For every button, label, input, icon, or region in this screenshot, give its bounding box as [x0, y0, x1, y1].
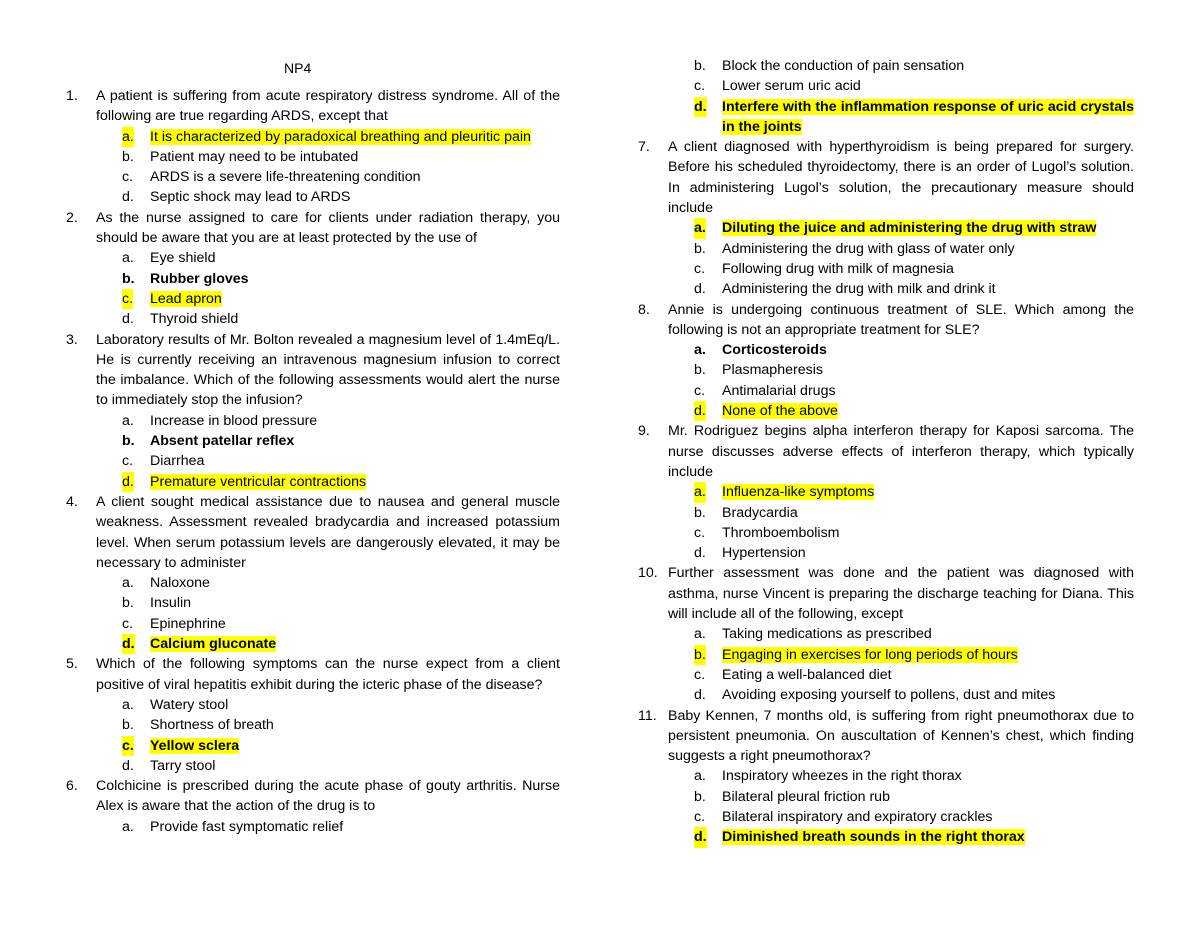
- option-text: Thromboembolism: [722, 524, 840, 541]
- option-text: Inspiratory wheezes in the right thorax: [722, 768, 962, 785]
- question-number: 2.: [66, 209, 78, 226]
- answer-option: [66, 289, 560, 309]
- option-text: Plasmapheresis: [722, 362, 823, 379]
- option-letter: b.: [122, 595, 134, 612]
- question-block: [638, 563, 1134, 705]
- answer-option: [638, 340, 1134, 360]
- option-text: Lower serum uric acid: [722, 78, 861, 95]
- option-text: ARDS is a severe life-threatening condition: [150, 169, 421, 186]
- option-letter: a.: [694, 342, 706, 359]
- answer-options: [66, 695, 560, 776]
- answer-option: [66, 187, 560, 207]
- answer-option: [638, 97, 1134, 138]
- option-text: Administering the drug with glass of water only: [722, 240, 1015, 257]
- option-letter: b.: [694, 788, 706, 805]
- highlighted-answer-text: Diluting the juice and administering the drug with straw: [722, 220, 1097, 237]
- question-text: Baby Kennen, 7 months old, is suffering from right pneumothorax due to persistent pneumonia. On auscultation of Kennen’s chest, which finding suggests a right pneumothorax?: [668, 707, 1134, 765]
- answer-options: [638, 766, 1134, 847]
- answer-option: [638, 807, 1134, 827]
- highlighted-answer-text: Lead apron: [150, 290, 222, 307]
- question-block: [66, 492, 560, 654]
- question-text: As the nurse assigned to care for clients under radiation therapy, you should be aware that you are at least protected by the use of: [96, 209, 560, 247]
- option-text: Administering the drug with milk and drink it: [722, 281, 996, 298]
- option-letter: c.: [694, 808, 706, 825]
- option-text: Increase in blood pressure: [150, 412, 318, 429]
- option-letter: d.: [694, 827, 707, 847]
- answer-option: [66, 472, 560, 492]
- answer-options: [638, 482, 1134, 563]
- option-text: Diarrhea: [150, 453, 205, 470]
- question-number: 3.: [66, 331, 78, 348]
- answer-option: [66, 573, 560, 593]
- answer-option: [638, 665, 1134, 685]
- option-letter: c.: [122, 289, 133, 309]
- highlighted-answer-text: Yellow sclera: [150, 737, 240, 754]
- answer-option: [638, 685, 1134, 705]
- answer-option: [66, 451, 560, 471]
- answer-option: [66, 127, 560, 147]
- answer-option: [638, 218, 1134, 238]
- answer-options: [638, 218, 1134, 299]
- option-letter: a.: [122, 696, 134, 713]
- question-block: [66, 86, 560, 208]
- answer-option: [638, 360, 1134, 380]
- highlighted-answer-text: Calcium gluconate: [150, 636, 277, 653]
- option-letter: b.: [122, 717, 134, 734]
- continued-options: [638, 56, 1134, 137]
- option-letter: a.: [694, 768, 706, 785]
- question-number: 10.: [638, 565, 658, 582]
- question-block: [66, 654, 560, 776]
- answer-option: [638, 56, 1134, 76]
- option-text: Antimalarial drugs: [722, 382, 836, 399]
- highlighted-answer-text: Engaging in exercises for long periods of hours: [722, 646, 1018, 663]
- option-text: Avoiding exposing yourself to pollens, dust and mites: [722, 687, 1056, 704]
- answer-option: [66, 269, 560, 289]
- answer-option: [638, 766, 1134, 786]
- answer-option: [66, 248, 560, 268]
- answer-options: [638, 340, 1134, 421]
- option-text: Shortness of breath: [150, 717, 274, 734]
- question-block: [638, 137, 1134, 299]
- option-letter: d.: [122, 757, 134, 774]
- option-text: Block the conduction of pain sensation: [722, 58, 965, 74]
- question-text: Laboratory results of Mr. Bolton revealed a magnesium level of 1.4mEq/L. He is currently receiving an intravenous magnesium infusion to correct the imbalance. Which of the following assessments would alert the nurse to immediately stop the infusion?: [96, 331, 560, 409]
- answer-option: [638, 543, 1134, 563]
- highlighted-answer-text: None of the above: [722, 403, 838, 420]
- answer-option: [66, 634, 560, 654]
- answer-option: [66, 309, 560, 329]
- option-letter: b.: [694, 240, 706, 257]
- option-letter: d.: [694, 281, 706, 298]
- option-text: Taking medications as prescribed: [722, 626, 932, 643]
- question-number: 4.: [66, 493, 78, 510]
- answer-option: [66, 147, 560, 167]
- answer-options: [66, 127, 560, 208]
- answer-option: [66, 695, 560, 715]
- option-letter: d.: [694, 545, 706, 562]
- question-text: Further assessment was done and the patient was diagnosed with asthma, nurse Vincent is preparing the discharge teaching for Diana. This will include all of the following, except: [668, 565, 1134, 623]
- option-letter: c.: [694, 260, 706, 277]
- question-number: 1.: [66, 88, 78, 104]
- option-letter: a.: [122, 127, 134, 147]
- option-text: Eye shield: [150, 250, 216, 267]
- option-text: Hypertension: [722, 545, 806, 562]
- option-text: Insulin: [150, 595, 192, 612]
- option-letter: c.: [694, 666, 706, 683]
- answer-option: [638, 279, 1134, 299]
- answer-option: [66, 411, 560, 431]
- option-letter: c.: [122, 169, 134, 186]
- question-number: 5.: [66, 656, 78, 673]
- option-letter: d.: [122, 472, 134, 492]
- question-number: 8.: [638, 301, 650, 318]
- option-text: Tarry stool: [150, 757, 216, 774]
- question-block: [66, 208, 560, 330]
- option-text: Eating a well-balanced diet: [722, 666, 892, 683]
- option-letter: b.: [122, 270, 135, 287]
- right-column: [638, 56, 1134, 848]
- option-letter: b.: [694, 504, 706, 521]
- option-letter: d.: [694, 687, 706, 704]
- answer-option: [638, 482, 1134, 502]
- option-letter: a.: [122, 818, 134, 835]
- option-text: Bradycardia: [722, 504, 798, 521]
- option-letter: a.: [122, 250, 134, 267]
- answer-option: [66, 736, 560, 756]
- highlighted-answer-text: Interfere with the inflammation response of uric acid crystals in the joints: [722, 98, 1134, 135]
- question-block: [66, 776, 560, 837]
- left-column: [66, 86, 560, 837]
- answer-option: [66, 756, 560, 776]
- option-text: Naloxone: [150, 575, 210, 592]
- question-block: [66, 330, 560, 492]
- answer-option: [638, 76, 1134, 96]
- option-text: Watery stool: [150, 696, 229, 713]
- answer-option: [638, 239, 1134, 259]
- answer-option: [638, 827, 1134, 847]
- answer-options: [66, 817, 560, 837]
- option-letter: d.: [122, 311, 134, 328]
- question-text: Mr. Rodriguez begins alpha interferon therapy for Kaposi sarcoma. The nurse discusses adverse effects of interferon therapy, which typically include: [668, 423, 1134, 480]
- highlighted-answer-text: Influenza-like symptoms: [722, 484, 875, 501]
- question-number: 9.: [638, 423, 650, 440]
- answer-options: [66, 411, 560, 492]
- highlighted-answer-text: It is characterized by paradoxical breathing and pleuritic pain: [150, 128, 531, 145]
- page-title: NP4: [284, 60, 312, 76]
- option-text: Epinephrine: [150, 615, 226, 632]
- answer-option: [66, 715, 560, 735]
- question-text: A client diagnosed with hyperthyroidism is being prepared for surgery. Before his scheduled thyroidectomy, there is an order of Lugol’s solution. In administering Lugol’s solution, the precautionary measure should include: [668, 139, 1134, 217]
- option-letter: b.: [694, 645, 706, 665]
- answer-option: [66, 614, 560, 634]
- option-letter: a.: [122, 575, 134, 592]
- option-letter: d.: [694, 97, 707, 117]
- answer-option: [638, 401, 1134, 421]
- option-letter: a.: [694, 626, 706, 643]
- answer-options: [66, 248, 560, 329]
- answer-option: [638, 645, 1134, 665]
- option-letter: c.: [694, 78, 706, 95]
- option-text: Following drug with milk of magnesia: [722, 260, 954, 277]
- option-letter: c.: [122, 736, 134, 756]
- option-text: Patient may need to be intubated: [150, 148, 359, 165]
- answer-option: [638, 381, 1134, 401]
- option-letter: c.: [694, 382, 706, 399]
- answer-option: [638, 787, 1134, 807]
- answer-options: [638, 624, 1134, 705]
- question-block: [638, 300, 1134, 422]
- option-letter: b.: [694, 362, 706, 379]
- option-letter: d.: [694, 401, 706, 421]
- question-text: Colchicine is prescribed during the acute phase of gouty arthritis. Nurse Alex is aware that the action of the drug is to: [96, 778, 560, 815]
- option-text: Bilateral inspiratory and expiratory crackles: [722, 808, 993, 825]
- option-letter: a.: [694, 218, 706, 238]
- highlighted-answer-text: Premature ventricular contractions: [150, 473, 367, 490]
- answer-options: [66, 573, 560, 654]
- option-letter: c.: [694, 524, 706, 541]
- question-text: A client sought medical assistance due to nausea and general muscle weakness. Assessment revealed bradycardia and increased potassium level. When serum potassium levels are dangerously elevated, it may be necessary to administer: [96, 493, 560, 571]
- option-text: Absent patellar reflex: [150, 433, 295, 450]
- option-text: Bilateral pleural friction rub: [722, 788, 890, 805]
- option-text: Corticosteroids: [722, 342, 827, 359]
- answer-option: [638, 503, 1134, 523]
- question-number: 7.: [638, 139, 650, 156]
- answer-option: [66, 431, 560, 451]
- answer-option: [638, 624, 1134, 644]
- answer-option: [638, 259, 1134, 279]
- option-text: Rubber gloves: [150, 270, 249, 287]
- option-letter: d.: [122, 189, 134, 206]
- answer-option: [66, 817, 560, 837]
- question-block: [638, 706, 1134, 848]
- option-letter: b.: [122, 433, 135, 450]
- question-text: A patient is suffering from acute respiratory distress syndrome. All of the following are true regarding ARDS, except that: [96, 88, 560, 125]
- highlighted-answer-text: Diminished breath sounds in the right thorax: [722, 829, 1025, 846]
- option-text: Provide fast symptomatic relief: [150, 818, 344, 835]
- answer-option: [66, 167, 560, 187]
- question-block: [638, 421, 1134, 563]
- answer-option: [638, 523, 1134, 543]
- question-text: Annie is undergoing continuous treatment of SLE. Which among the following is not an appropriate treatment for SLE?: [668, 301, 1134, 338]
- option-letter: a.: [694, 482, 706, 502]
- option-letter: b.: [694, 58, 706, 74]
- question-number: 6.: [66, 778, 78, 795]
- option-letter: a.: [122, 412, 134, 429]
- option-letter: c.: [122, 615, 134, 632]
- question-text: Which of the following symptoms can the nurse expect from a client positive of viral hepatitis exhibit during the icteric phase of the disease?: [96, 656, 560, 693]
- option-letter: d.: [122, 634, 135, 654]
- question-number: 11.: [638, 707, 657, 724]
- option-text: Thyroid shield: [150, 311, 239, 328]
- answer-option: [66, 593, 560, 613]
- option-text: Septic shock may lead to ARDS: [150, 189, 351, 206]
- option-letter: b.: [122, 148, 134, 165]
- option-letter: c.: [122, 453, 134, 470]
